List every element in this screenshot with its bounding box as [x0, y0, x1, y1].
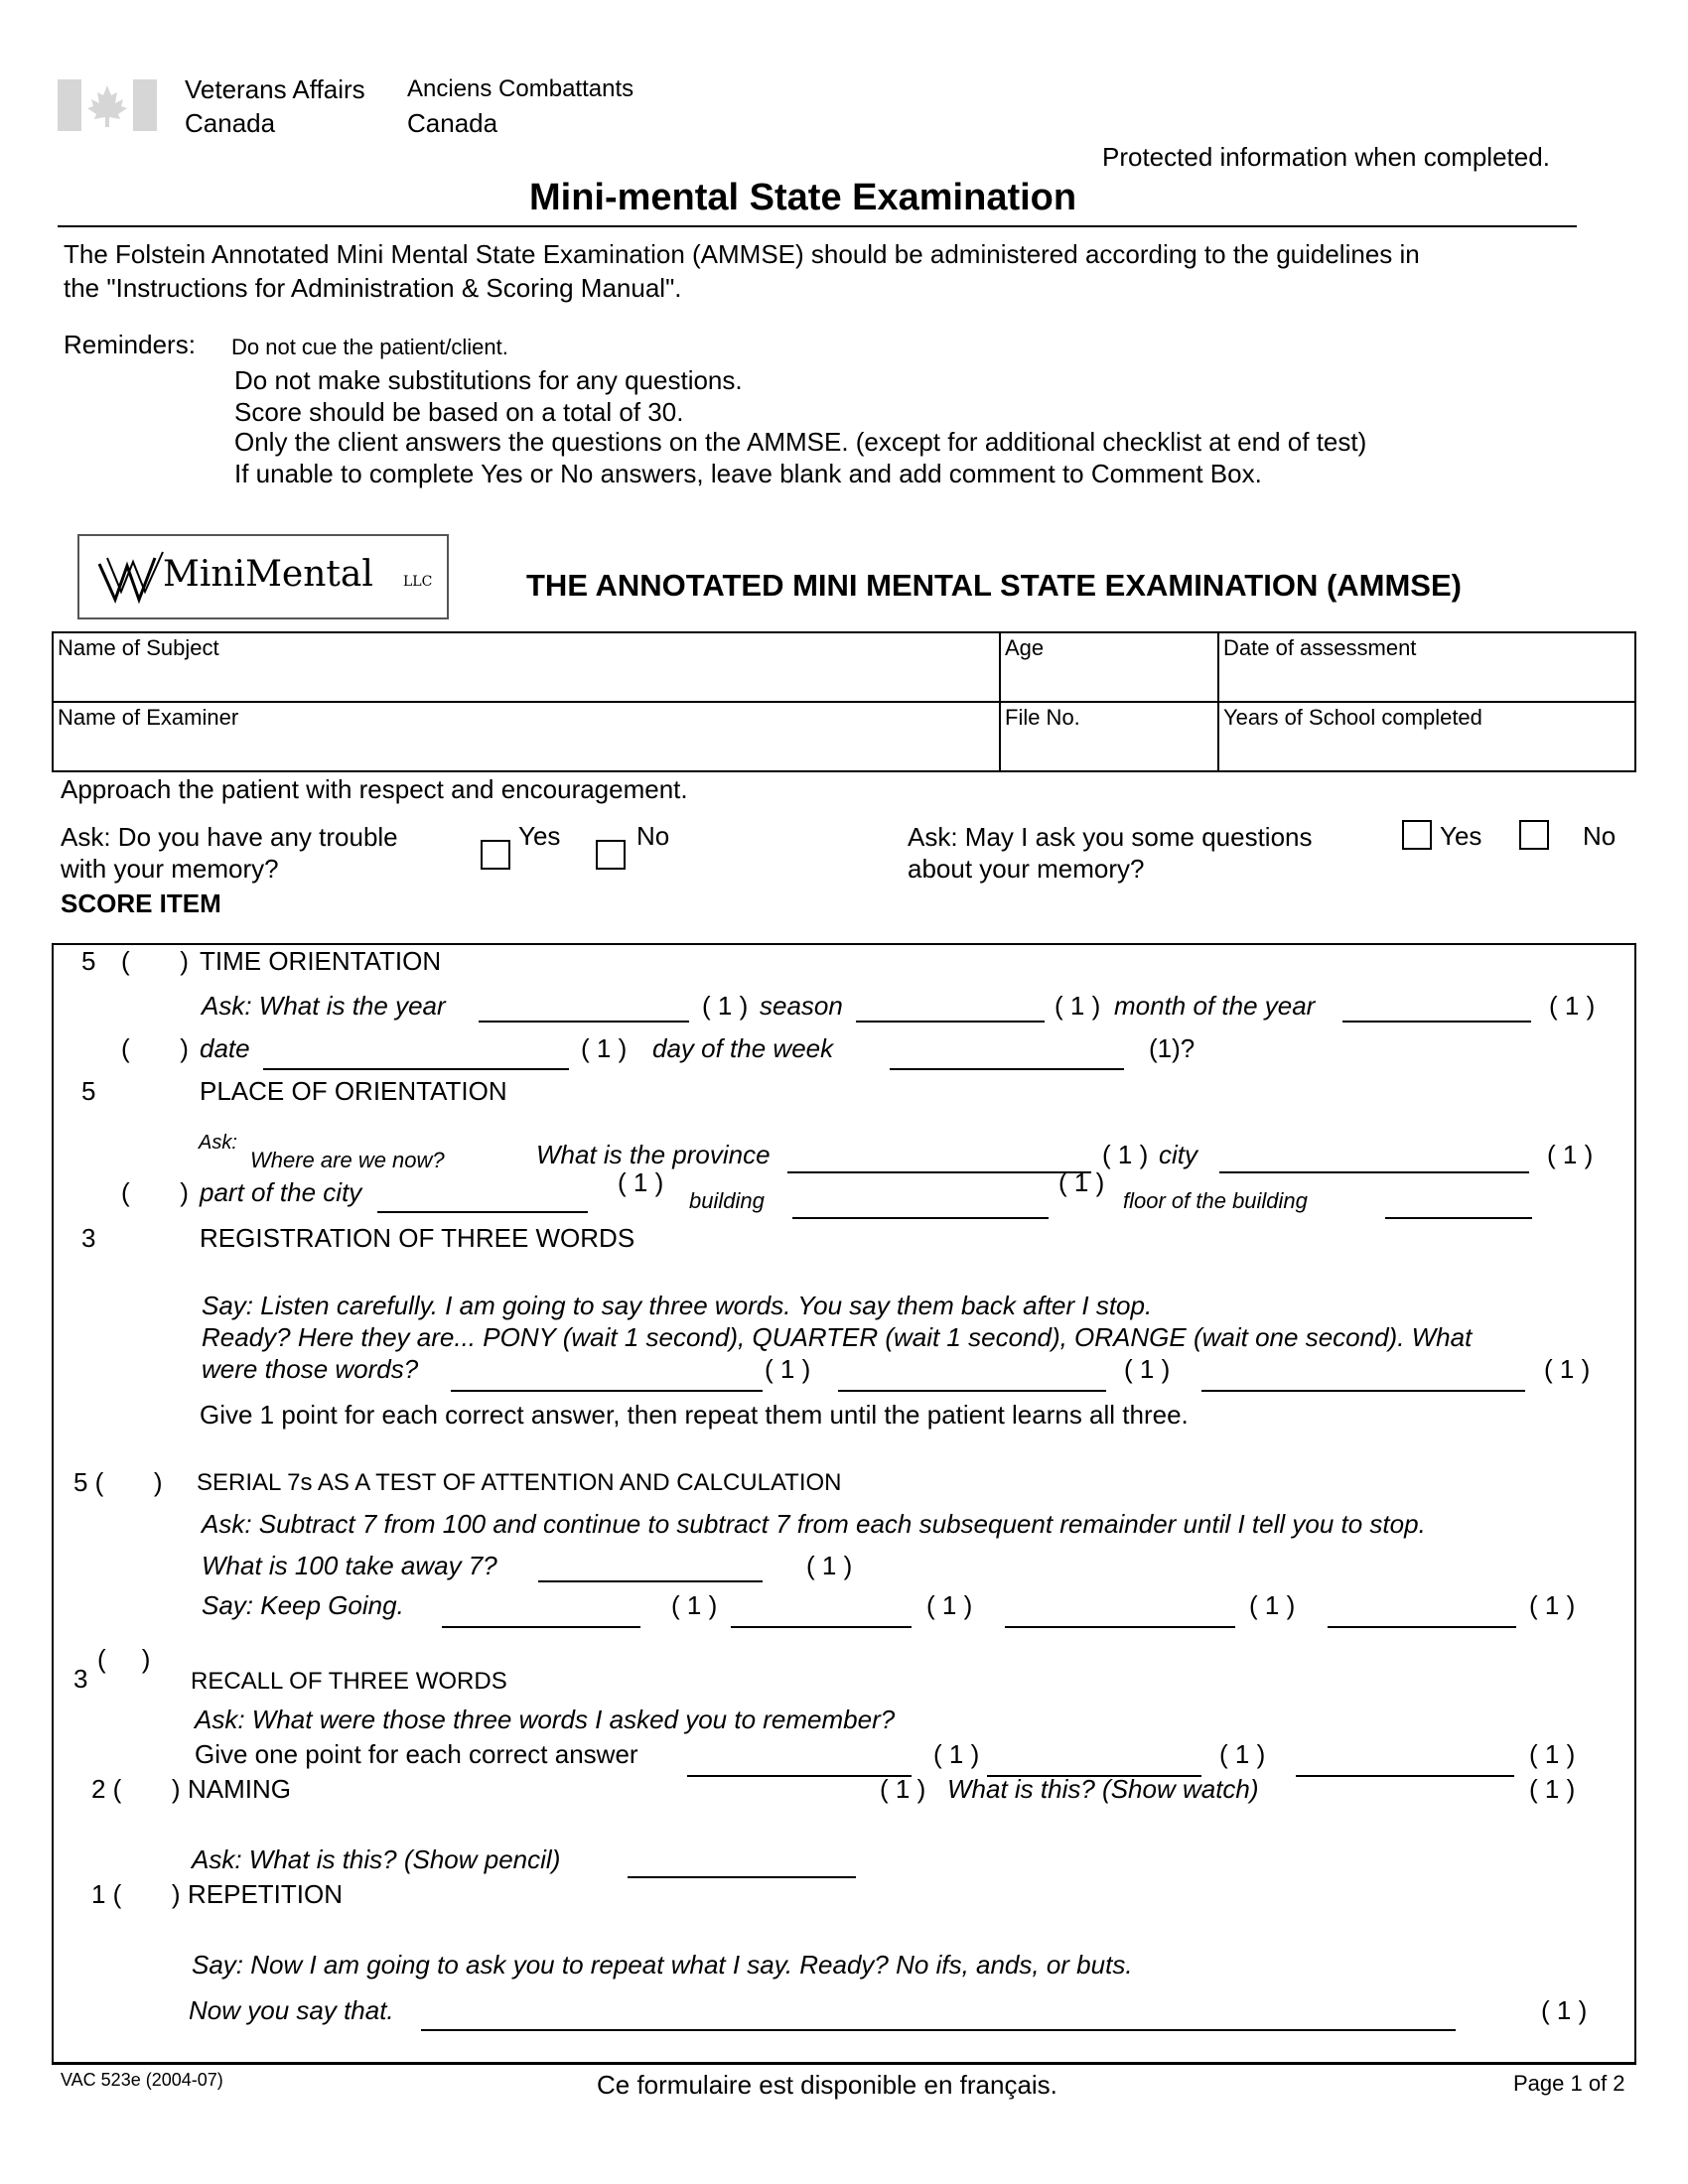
- repetition-answer-line[interactable]: [421, 2029, 1456, 2031]
- dept-fr-line2: Canada: [407, 108, 498, 138]
- intro-line1: The Folstein Annotated Mini Mental State Examination (AMMSE) should be administered according to the guidelines in: [64, 239, 1420, 269]
- season-points: ( 1 ): [1055, 991, 1101, 1021]
- year-points: ( 1 ): [702, 991, 749, 1021]
- recall-answer-line-1[interactable]: [687, 1775, 912, 1777]
- logo-text: MiniMental: [163, 554, 373, 595]
- month-label: month of the year: [1114, 991, 1316, 1021]
- serial-first-points: ( 1 ): [806, 1551, 853, 1580]
- serial-ask: Ask: Subtract 7 from 100 and continue to subtract 7 from each subsequent remainder until I tell you to stop.: [202, 1509, 1426, 1539]
- serial-points-5: ( 1 ): [1529, 1590, 1576, 1620]
- trouble-no-checkbox[interactable]: [596, 840, 626, 870]
- place-score: 5: [81, 1076, 96, 1106]
- serial-score: 5 ( ): [73, 1467, 163, 1497]
- building-points: ( 1 ): [1058, 1167, 1105, 1197]
- reminders-label: Reminders:: [64, 330, 196, 359]
- day-of-week-points: (1)?: [1149, 1033, 1196, 1063]
- word1-points: ( 1 ): [765, 1354, 811, 1384]
- ammse-title: THE ANNOTATED MINI MENTAL STATE EXAMINATION (AMMSE): [526, 568, 1462, 603]
- floor-label: floor of the building: [1123, 1188, 1308, 1213]
- naming-title: NAMING: [188, 1774, 291, 1804]
- logo-suffix: LLC: [403, 574, 433, 590]
- name-of-subject-field[interactable]: [53, 632, 1000, 702]
- department-name-english: [185, 72, 365, 140]
- place-where: Where are we now?: [250, 1148, 445, 1172]
- repetition-score: 1 ( ): [91, 1879, 181, 1909]
- floor-answer-line[interactable]: [1385, 1217, 1532, 1219]
- file-no-label: File No.: [1005, 705, 1080, 730]
- repetition-points: ( 1 ): [1541, 1995, 1588, 2025]
- building-label: building: [689, 1188, 765, 1213]
- naming-pencil-question: Ask: What is this? (Show pencil): [192, 1844, 561, 1874]
- season-label: season: [760, 991, 843, 1021]
- title-rule: [58, 225, 1577, 227]
- page-title: Mini-mental State Examination: [529, 177, 1077, 218]
- approach-instruction: Approach the patient with respect and encouragement.: [61, 774, 688, 804]
- naming-pencil-answer-line[interactable]: [628, 1876, 856, 1878]
- part-of-city-answer-line[interactable]: [377, 1211, 588, 1213]
- repetition-say: Say: Now I am going to ask you to repeat what I say. Ready? No ifs, ands, or buts.: [192, 1950, 1133, 1979]
- registration-score: 3: [81, 1223, 96, 1253]
- year-answer-line[interactable]: [479, 1021, 689, 1023]
- naming-watch-points: ( 1 ): [1529, 1774, 1576, 1804]
- date-of-assessment-field[interactable]: [1218, 632, 1635, 702]
- reminder-5: If unable to complete Yes or No answers, leave blank and add comment to Comment Box.: [234, 459, 1262, 488]
- subject-info-table: [52, 631, 1636, 772]
- serial-answer-line-5[interactable]: [1328, 1626, 1516, 1628]
- trouble-yes-checkbox[interactable]: [481, 840, 510, 870]
- part-of-city-points: ( 1 ): [618, 1167, 664, 1197]
- registration-give: Give 1 point for each correct answer, then repeat them until the patient learns all three.: [200, 1400, 1189, 1430]
- place-title: PLACE OF ORIENTATION: [200, 1076, 507, 1106]
- serial-answer-line-3[interactable]: [731, 1626, 912, 1628]
- permission-yes-checkbox[interactable]: [1402, 820, 1432, 850]
- naming-pencil-points: ( 1 ): [880, 1774, 926, 1804]
- date-score-paren: ( ): [121, 1033, 189, 1063]
- serial-answer-line-4[interactable]: [1005, 1626, 1235, 1628]
- part-city-score-paren: ( ): [121, 1177, 189, 1207]
- reminder-3: Score should be based on a total of 30.: [234, 397, 684, 427]
- permission-no-checkbox[interactable]: [1519, 820, 1549, 850]
- page-number: Page 1 of 2: [1513, 2071, 1625, 2096]
- province-points: ( 1 ): [1102, 1140, 1149, 1169]
- reminder-2: Do not make substitutions for any questions.: [234, 365, 743, 395]
- word3-points: ( 1 ): [1544, 1354, 1591, 1384]
- name-of-examiner-label: Name of Examiner: [58, 705, 239, 730]
- registration-say-3: were those words?: [202, 1354, 419, 1384]
- recall-score-paren: ( ): [97, 1644, 151, 1674]
- french-availability: Ce formulaire est disponible en français.: [597, 2070, 1057, 2100]
- date-answer-line[interactable]: [263, 1068, 569, 1070]
- repetition-now: Now you say that.: [189, 1995, 394, 2025]
- naming-watch-question: What is this? (Show watch): [947, 1774, 1259, 1804]
- naming-score: 2 ( ): [91, 1774, 181, 1804]
- province-answer-line[interactable]: [787, 1171, 1091, 1173]
- trouble-line2: with your memory?: [61, 854, 279, 884]
- date-label: date: [200, 1033, 250, 1063]
- trouble-question: [61, 821, 398, 885]
- age-field[interactable]: [1000, 632, 1218, 702]
- recall-ask: Ask: What were those three words I asked you to remember?: [195, 1705, 896, 1734]
- trouble-no-label: No: [636, 821, 670, 851]
- recall-give: Give one point for each correct answer: [195, 1739, 638, 1769]
- name-of-examiner-field[interactable]: [53, 702, 1000, 771]
- serial-points-2: ( 1 ): [671, 1590, 718, 1620]
- serial-question: What is 100 take away 7?: [202, 1551, 497, 1580]
- time-title: TIME ORIENTATION: [200, 946, 442, 976]
- date-points: ( 1 ): [581, 1033, 628, 1063]
- protected-notice: Protected information when completed.: [1102, 142, 1550, 172]
- city-answer-line[interactable]: [1219, 1171, 1529, 1173]
- trouble-line1: Ask: Do you have any trouble: [61, 822, 398, 852]
- registration-say-1: Say: Listen carefully. I am going to say three words. You say them back after I stop.: [202, 1291, 1153, 1320]
- month-answer-line[interactable]: [1342, 1021, 1531, 1023]
- serial-first-answer-line[interactable]: [538, 1580, 763, 1582]
- registration-say-2: Ready? Here they are... PONY (wait 1 second), QUARTER (wait 1 second), ORANGE (wait one second). What: [202, 1322, 1473, 1352]
- serial-title: SERIAL 7s AS A TEST OF ATTENTION AND CALCULATION: [197, 1469, 842, 1496]
- dept-en-line2: Canada: [185, 108, 276, 138]
- file-no-field[interactable]: [1000, 702, 1218, 771]
- word2-answer-line[interactable]: [838, 1390, 1106, 1392]
- permission-no-label: No: [1583, 821, 1617, 851]
- season-answer-line[interactable]: [856, 1021, 1045, 1023]
- word3-answer-line[interactable]: [1201, 1390, 1525, 1392]
- serial-points-3: ( 1 ): [926, 1590, 973, 1620]
- reminder-1: Do not cue the patient/client.: [231, 335, 508, 359]
- permission-line2: about your memory?: [908, 854, 1145, 884]
- city-label: city: [1159, 1140, 1197, 1169]
- time-score: 5: [81, 946, 96, 976]
- registration-title: REGISTRATION OF THREE WORDS: [200, 1223, 635, 1253]
- time-score-paren: ( ): [121, 946, 189, 976]
- dept-en-line1: Veterans Affairs: [185, 74, 365, 104]
- recall-points-3: ( 1 ): [1529, 1739, 1576, 1769]
- month-points: ( 1 ): [1549, 991, 1596, 1021]
- recall-title: RECALL OF THREE WORDS: [191, 1668, 507, 1695]
- canada-flag-logo: [58, 79, 157, 131]
- date-of-assessment-label: Date of assessment: [1223, 635, 1417, 660]
- serial-points-4: ( 1 ): [1249, 1590, 1296, 1620]
- dept-fr-line1: Anciens Combattants: [407, 75, 634, 102]
- serial-answer-line-2[interactable]: [442, 1626, 640, 1628]
- building-answer-line[interactable]: [792, 1217, 1049, 1219]
- recall-answer-line-3[interactable]: [1296, 1775, 1514, 1777]
- form-number: VAC 523e (2004-07): [61, 2070, 223, 2090]
- recall-score: 3: [73, 1664, 88, 1694]
- age-label: Age: [1005, 635, 1045, 660]
- word2-points: ( 1 ): [1124, 1354, 1171, 1384]
- department-name-french: [407, 72, 633, 140]
- repetition-title: REPETITION: [188, 1879, 344, 1909]
- day-of-week-label: day of the week: [652, 1033, 834, 1063]
- permission-question: [908, 821, 1313, 885]
- province-label: What is the province: [536, 1140, 771, 1169]
- part-of-city-label: part of the city: [200, 1177, 362, 1207]
- recall-points-1: ( 1 ): [933, 1739, 980, 1769]
- recall-points-2: ( 1 ): [1219, 1739, 1266, 1769]
- place-ask: Ask:: [199, 1132, 237, 1154]
- reminder-4: Only the client answers the questions on the AMMSE. (except for additional checklist at end of test): [234, 427, 1367, 457]
- permission-yes-label: Yes: [1440, 821, 1482, 851]
- minimental-logo: [77, 534, 449, 619]
- name-of-subject-label: Name of Subject: [58, 635, 219, 660]
- trouble-yes-label: Yes: [518, 821, 561, 851]
- time-ask: Ask: What is the year: [202, 991, 446, 1021]
- score-item-heading: SCORE ITEM: [61, 888, 221, 918]
- permission-line1: Ask: May I ask you some questions: [908, 822, 1313, 852]
- years-school-label: Years of School completed: [1223, 705, 1482, 730]
- word1-answer-line[interactable]: [451, 1390, 763, 1392]
- intro-line2: the "Instructions for Administration & Scoring Manual".: [64, 273, 682, 303]
- day-of-week-answer-line[interactable]: [890, 1068, 1124, 1070]
- serial-keep-going: Say: Keep Going.: [202, 1590, 404, 1620]
- city-points: ( 1 ): [1547, 1140, 1594, 1169]
- years-school-field[interactable]: [1218, 702, 1635, 771]
